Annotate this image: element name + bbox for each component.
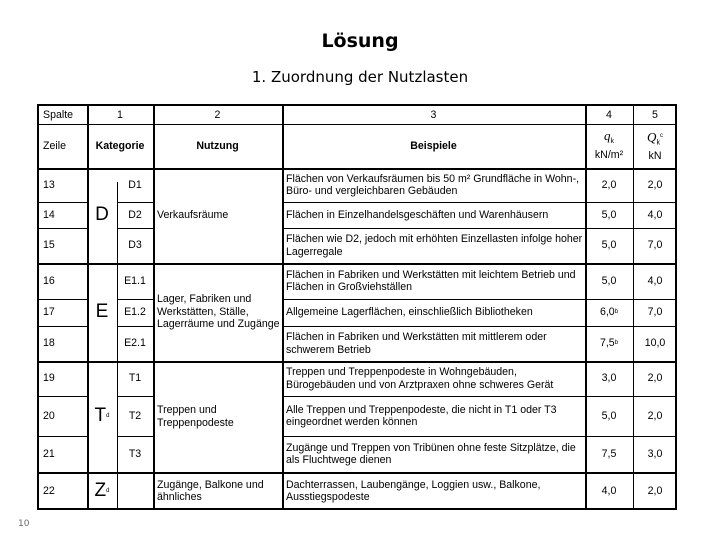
nutzung-Z: Zugänge, Balkone und ähnliches xyxy=(157,478,264,503)
row-qk: 7,5 xyxy=(601,447,617,460)
Qk-unit: kN xyxy=(648,149,662,162)
row-beispiele: Dachterrassen, Laubengänge, Loggien usw., Balkone, Ausstiegspodeste xyxy=(286,478,541,503)
row-qk-value: 7,5 xyxy=(599,337,615,350)
category-letter-E xyxy=(87,263,117,361)
row-subcategory: T2 xyxy=(128,409,142,422)
row-zeile: 19 xyxy=(43,372,55,385)
header-beispiele: Beispiele xyxy=(410,139,457,152)
row-zeile: 15 xyxy=(43,239,55,252)
row-zeile: 13 xyxy=(43,178,55,191)
category-letter: T xyxy=(94,405,107,427)
header-zeile: Zeile xyxy=(43,139,66,152)
row-beispiele: Flächen von Verkaufsräumen bis 50 m² Grundfläche in Wohn-, Büro- und vergleichbaren Gebäuden xyxy=(286,172,580,197)
row-Qk: 3,0 xyxy=(647,447,663,460)
row-zeile: 18 xyxy=(43,337,55,350)
row-subcategory: T3 xyxy=(128,447,142,460)
row-beispiele: Flächen in Fabriken und Werkstätten mit leichtem Betrieb und Flächen in Großviehställen xyxy=(286,268,576,293)
row-qk-value: 6,0 xyxy=(599,306,615,319)
Qk-symbol: Q xyxy=(647,129,657,145)
header-col-1: 1 xyxy=(117,108,123,121)
header-Qk xyxy=(633,124,677,168)
row-subcategory: E1.1 xyxy=(124,274,146,287)
row-Qk: 2,0 xyxy=(647,484,663,497)
load-table xyxy=(37,104,677,510)
category-footnote: d xyxy=(106,413,110,420)
row-qk: 4,0 xyxy=(601,484,617,497)
category-letter: E xyxy=(95,300,109,322)
row-qk: 5,0 xyxy=(601,274,617,287)
row-zeile: 21 xyxy=(43,447,55,460)
row-subcategory: E2.1 xyxy=(124,337,146,350)
row-qk: 2,0 xyxy=(601,178,617,191)
page-title: Lösung xyxy=(321,30,399,52)
row-zeile: 14 xyxy=(43,208,55,221)
row-qk: 5,0 xyxy=(601,239,617,252)
row-beispiele: Flächen in Einzelhandelsgeschäften und Warenhäusern xyxy=(286,208,549,221)
header-qk xyxy=(585,124,633,168)
row-qk: 5,0 xyxy=(601,409,617,422)
row-beispiele: Allgemeine Lagerflächen, einschließlich Bibliotheken xyxy=(286,306,533,319)
page-number: 10 xyxy=(18,519,30,529)
row-qk: 5,0 xyxy=(601,208,617,221)
header-kategorie: Kategorie xyxy=(95,139,145,152)
qk-unit: kN/m² xyxy=(594,149,624,162)
row-subcategory: D1 xyxy=(128,178,142,191)
header-col-3: 3 xyxy=(430,108,437,121)
row-subcategory: D2 xyxy=(128,208,142,221)
row-Qk: 7,0 xyxy=(647,239,663,252)
row-zeile: 22 xyxy=(43,484,55,497)
row-Qk: 4,0 xyxy=(647,274,663,287)
Qk-subscript: k xyxy=(656,139,660,147)
header-nutzung: Nutzung xyxy=(196,139,239,152)
header-col-2: 2 xyxy=(214,108,221,121)
qk-symbol: q xyxy=(604,128,611,144)
header-col-5: 5 xyxy=(652,108,658,121)
row-subcategory: T1 xyxy=(128,372,142,385)
row-qk-footnote: b xyxy=(614,340,619,347)
row-beispiele: Flächen in Fabriken und Werkstätten mit mittlerem oder schwerem Betrieb xyxy=(286,331,547,356)
category-letter-T xyxy=(87,361,117,472)
category-letter: D xyxy=(95,204,109,226)
row-subcategory: D3 xyxy=(128,239,142,252)
row-beispiele: Alle Treppen und Treppenpodeste, die nicht in T1 oder T3 eingeordnet werden können xyxy=(286,403,557,428)
row-Qk: 2,0 xyxy=(647,409,663,422)
category-letter: Z xyxy=(94,479,107,501)
row-zeile: 17 xyxy=(43,306,55,319)
row-qk: 3,0 xyxy=(601,372,617,385)
nutzung-D: Verkaufsräume xyxy=(157,209,229,222)
nutzung-E: Lager, Fabriken und Werkstätten, Ställe, Lagerräume und Zugänge xyxy=(157,293,280,331)
row-beispiele: Zugänge und Treppen von Tribünen ohne feste Sitzplätze, die als Fluchtwege dienen xyxy=(286,441,576,466)
row-beispiele: Flächen wie D2, jedoch mit erhöhten Einzellasten infolge hoher Lagerregale xyxy=(286,233,583,258)
row-Qk: 2,0 xyxy=(647,372,663,385)
row-Qk: 10,0 xyxy=(644,337,666,350)
category-footnote: d xyxy=(106,487,110,494)
row-beispiele: Treppen und Treppenpodeste in Wohngebäuden, Bürogebäuden und von Arztpraxen ohne schweres Gerät xyxy=(286,366,554,391)
row-qk xyxy=(585,299,633,326)
row-subcategory: E1.2 xyxy=(124,306,146,319)
row-Qk: 4,0 xyxy=(647,208,663,221)
page-subtitle: 1. Zuordnung der Nutzlasten xyxy=(251,68,469,86)
row-qk-footnote: b xyxy=(614,309,619,316)
Qk-footnote: c xyxy=(659,132,663,139)
row-zeile: 20 xyxy=(43,409,55,422)
qk-subscript: k xyxy=(610,138,614,146)
category-letter-D xyxy=(87,168,117,263)
row-zeile: 16 xyxy=(43,274,55,287)
row-Qk: 2,0 xyxy=(647,178,663,191)
header-col-4: 4 xyxy=(606,108,612,121)
nutzung-T: Treppen und Treppenpodeste xyxy=(157,404,234,429)
row-subcategory xyxy=(117,472,153,510)
header-spalte: Spalte xyxy=(43,108,74,121)
row-qk xyxy=(585,326,633,361)
category-letter-Z xyxy=(87,472,117,510)
row-Qk: 7,0 xyxy=(647,306,663,319)
